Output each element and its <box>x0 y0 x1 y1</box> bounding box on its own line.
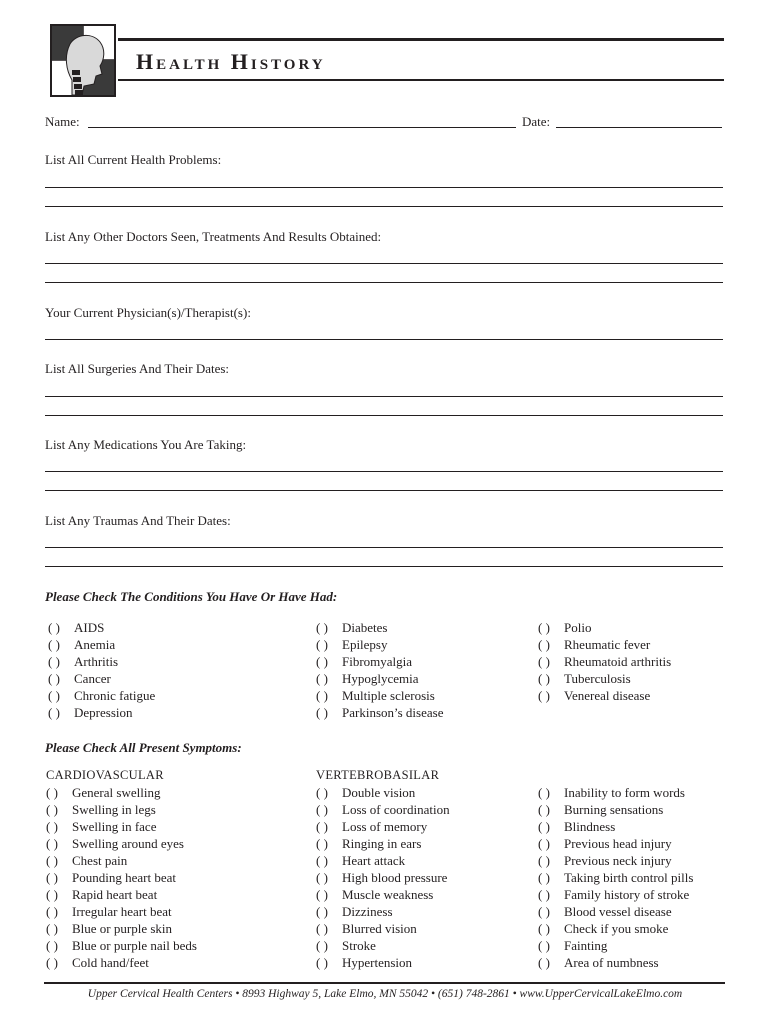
checkbox-item[interactable] <box>538 670 671 687</box>
checkbox-item[interactable] <box>46 903 197 920</box>
checkbox[interactable]: ( ) <box>46 887 58 902</box>
checkbox-item[interactable] <box>538 937 693 954</box>
name-label: Name: <box>45 114 80 129</box>
checkbox-item[interactable] <box>538 636 671 653</box>
checkbox-item[interactable] <box>538 852 693 869</box>
checkbox[interactable]: ( ) <box>316 654 328 669</box>
checkbox[interactable]: ( ) <box>316 705 328 720</box>
checkbox-item[interactable] <box>46 920 197 937</box>
checkbox-item[interactable] <box>46 886 197 903</box>
checkbox-item[interactable] <box>316 886 450 903</box>
checkbox-label: Hypertension <box>342 955 413 970</box>
checkbox-item[interactable] <box>46 835 197 852</box>
checkbox-label: Diabetes <box>342 620 388 635</box>
traumas-label: List Any Traumas And Their Dates: <box>45 513 231 528</box>
symptoms-column-3 <box>538 784 693 971</box>
title-top-rule <box>118 38 724 41</box>
checkbox-item[interactable] <box>316 869 450 886</box>
current-physician-line[interactable] <box>45 339 723 340</box>
other-doctors-line-2[interactable] <box>45 282 723 283</box>
checkbox-label: Blood vessel disease <box>564 904 672 919</box>
checkbox-label: Chronic fatigue <box>74 688 156 703</box>
checkbox-item[interactable] <box>48 653 155 670</box>
checkbox-label: Double vision <box>342 785 416 800</box>
checkbox[interactable]: ( ) <box>48 705 60 720</box>
checkbox-label: Epilepsy <box>342 637 388 652</box>
checkbox[interactable]: ( ) <box>538 688 550 703</box>
checkbox[interactable]: ( ) <box>538 819 550 834</box>
checkbox-label: Hypoglycemia <box>342 671 419 686</box>
checkbox-label: Cancer <box>74 671 111 686</box>
current-physician-label: Your Current Physician(s)/Therapist(s): <box>45 305 251 320</box>
checkbox-label: Multiple sclerosis <box>342 688 435 703</box>
checkbox-item[interactable] <box>538 835 693 852</box>
checkbox-item[interactable] <box>46 784 197 801</box>
checkbox-label: Previous neck injury <box>564 853 672 868</box>
checkbox-item[interactable] <box>48 687 155 704</box>
checkbox-label: Swelling around eyes <box>72 836 184 851</box>
cardiovascular-title: CARDIOVASCULAR <box>46 768 164 782</box>
checkbox[interactable]: ( ) <box>316 955 328 970</box>
cardiovascular-list <box>46 784 197 971</box>
checkbox-label: Blurred vision <box>342 921 417 936</box>
checkbox-item[interactable] <box>46 954 197 971</box>
checkbox-item[interactable] <box>46 818 197 835</box>
checkbox-item[interactable] <box>316 687 443 704</box>
checkbox-label: Stroke <box>342 938 376 953</box>
checkbox[interactable]: ( ) <box>538 654 550 669</box>
current-problems-label: List All Current Health Problems: <box>45 152 222 167</box>
checkbox-item[interactable] <box>538 954 693 971</box>
checkbox-item[interactable] <box>316 852 450 869</box>
checkbox[interactable]: ( ) <box>46 853 58 868</box>
checkbox-label: Heart attack <box>342 853 406 868</box>
checkbox[interactable]: ( ) <box>46 819 58 834</box>
checkbox-label: Venereal disease <box>564 688 651 703</box>
checkbox-label: Cold hand/feet <box>72 955 149 970</box>
checkbox[interactable]: ( ) <box>538 887 550 902</box>
checkbox-item[interactable] <box>316 818 450 835</box>
checkbox-label: Inability to form words <box>564 785 685 800</box>
checkbox-item[interactable] <box>46 937 197 954</box>
symptoms-column-1 <box>46 767 197 971</box>
checkbox-item[interactable] <box>538 903 693 920</box>
checkbox-label: Fibromyalgia <box>342 654 413 669</box>
surgeries-line-1[interactable] <box>45 396 723 397</box>
checkbox-label: Tuberculosis <box>564 671 631 686</box>
checkbox-item[interactable] <box>538 687 671 704</box>
spine-head-xray-icon <box>50 24 116 97</box>
checkbox-label: Loss of coordination <box>342 802 450 817</box>
checkbox-label: Parkinson’s disease <box>342 705 444 720</box>
checkbox[interactable]: ( ) <box>538 620 550 635</box>
checkbox-label: Swelling in legs <box>72 802 156 817</box>
checkbox[interactable]: ( ) <box>46 870 58 885</box>
conditions-column-2 <box>316 619 443 721</box>
page-title: Health History <box>136 49 326 74</box>
checkbox[interactable]: ( ) <box>316 870 328 885</box>
conditions-heading: Please Check The Conditions You Have Or Have Had: <box>45 589 338 604</box>
checkbox[interactable]: ( ) <box>538 853 550 868</box>
checkbox[interactable]: ( ) <box>48 688 60 703</box>
medications-line-2[interactable] <box>45 490 723 491</box>
checkbox-label: Muscle weakness <box>342 887 434 902</box>
conditions-column-1 <box>48 619 155 721</box>
checkbox-item[interactable] <box>316 937 450 954</box>
surgeries-line-2[interactable] <box>45 415 723 416</box>
checkbox-item[interactable] <box>316 636 443 653</box>
checkbox-label: Blue or purple skin <box>72 921 173 936</box>
other-doctors-label: List Any Other Doctors Seen, Treatments And Results Obtained: <box>45 229 382 244</box>
checkbox[interactable]: ( ) <box>316 853 328 868</box>
checkbox-item[interactable] <box>538 784 693 801</box>
checkbox-item[interactable] <box>538 886 693 903</box>
checkbox-label: Ringing in ears <box>342 836 422 851</box>
checkbox-item[interactable] <box>48 670 155 687</box>
checkbox-label: Depression <box>74 705 133 720</box>
checkbox-label: Previous head injury <box>564 836 672 851</box>
name-field[interactable] <box>88 127 516 128</box>
medications-label: List Any Medications You Are Taking: <box>45 437 247 452</box>
checkbox-label: Burning sensations <box>564 802 664 817</box>
checkbox-label: Area of numbness <box>564 955 659 970</box>
checkbox-item[interactable] <box>48 619 155 636</box>
checkbox-item[interactable] <box>316 619 443 636</box>
checkbox-label: General swelling <box>72 785 161 800</box>
checkbox[interactable]: ( ) <box>316 836 328 851</box>
checkbox[interactable]: ( ) <box>538 802 550 817</box>
checkbox[interactable]: ( ) <box>538 938 550 953</box>
checkbox[interactable]: ( ) <box>316 819 328 834</box>
checkbox-item[interactable] <box>538 869 693 886</box>
traumas-line-1[interactable] <box>45 547 723 548</box>
checkbox-label: Family history of stroke <box>564 887 690 902</box>
checkbox-label: High blood pressure <box>342 870 448 885</box>
symptoms-heading: Please Check All Present Symptoms: <box>45 740 242 755</box>
checkbox-label: Dizziness <box>342 904 393 919</box>
checkbox[interactable]: ( ) <box>538 904 550 919</box>
vertebrobasilar-list <box>316 784 450 971</box>
checkbox[interactable]: ( ) <box>316 904 328 919</box>
current-problems-line-2[interactable] <box>45 206 723 207</box>
checkbox[interactable]: ( ) <box>316 671 328 686</box>
checkbox-item[interactable] <box>538 653 671 670</box>
checkbox[interactable]: ( ) <box>316 785 328 800</box>
checkbox-item[interactable] <box>538 801 693 818</box>
checkbox-label: Chest pain <box>72 853 128 868</box>
checkbox-label: Pounding heart beat <box>72 870 176 885</box>
surgeries-label: List All Surgeries And Their Dates: <box>45 361 230 376</box>
checkbox[interactable]: ( ) <box>316 938 328 953</box>
checkbox-item[interactable] <box>316 784 450 801</box>
checkbox[interactable]: ( ) <box>316 620 328 635</box>
date-field[interactable] <box>556 127 722 128</box>
current-problems-line-1[interactable] <box>45 187 723 188</box>
checkbox-item[interactable] <box>538 619 671 636</box>
checkbox-item[interactable] <box>46 869 197 886</box>
checkbox[interactable]: ( ) <box>46 904 58 919</box>
checkbox[interactable]: ( ) <box>538 836 550 851</box>
conditions-column-3 <box>538 619 671 704</box>
checkbox[interactable]: ( ) <box>538 637 550 652</box>
checkbox[interactable]: ( ) <box>538 921 550 936</box>
checkbox-label: Rapid heart beat <box>72 887 158 902</box>
checkbox[interactable]: ( ) <box>538 870 550 885</box>
checkbox-label: Rheumatoid arthritis <box>564 654 672 669</box>
title-bottom-rule <box>118 79 724 81</box>
checkbox-label: Blindness <box>564 819 616 834</box>
checkbox-label: AIDS <box>74 620 105 635</box>
checkbox[interactable]: ( ) <box>316 688 328 703</box>
checkbox-item[interactable] <box>316 903 450 920</box>
checkbox[interactable]: ( ) <box>538 955 550 970</box>
checkbox[interactable]: ( ) <box>46 802 58 817</box>
checkbox[interactable]: ( ) <box>48 671 60 686</box>
checkbox[interactable]: ( ) <box>316 637 328 652</box>
traumas-line-2[interactable] <box>45 566 723 567</box>
checkbox-label: Irregular heart beat <box>72 904 172 919</box>
checkbox[interactable]: ( ) <box>46 836 58 851</box>
vertebrobasilar-title: VERTEBROBASILAR <box>316 768 440 782</box>
checkbox[interactable]: ( ) <box>46 921 58 936</box>
checkbox[interactable]: ( ) <box>538 785 550 800</box>
checkbox-item[interactable] <box>538 818 693 835</box>
checkbox-item[interactable] <box>538 920 693 937</box>
checkbox[interactable]: ( ) <box>46 955 58 970</box>
checkbox-label: Anemia <box>74 637 116 652</box>
checkbox-item[interactable] <box>316 835 450 852</box>
checkbox[interactable]: ( ) <box>538 671 550 686</box>
checkbox-item[interactable] <box>316 954 450 971</box>
symptoms-column-2 <box>316 767 450 971</box>
checkbox[interactable]: ( ) <box>46 785 58 800</box>
checkbox[interactable]: ( ) <box>316 802 328 817</box>
medications-line-1[interactable] <box>45 471 723 472</box>
footer-rule <box>44 982 725 984</box>
checkbox-item[interactable] <box>46 801 197 818</box>
checkbox-item[interactable] <box>48 704 155 721</box>
checkbox-label: Swelling in face <box>72 819 157 834</box>
checkbox-label: Fainting <box>564 938 608 953</box>
checkbox-label: Arthritis <box>74 654 119 669</box>
checkbox-label: Taking birth control pills <box>564 870 694 885</box>
footer-contact: Upper Cervical Health Centers • 8993 Highway 5, Lake Elmo, MN 55042 • (651) 748-2861 • www.UpperCervicalLakeElmo.com <box>87 988 683 1000</box>
checkbox[interactable]: ( ) <box>48 637 60 652</box>
checkbox-label: Polio <box>564 620 592 635</box>
date-label: Date: <box>522 114 551 129</box>
checkbox[interactable]: ( ) <box>46 938 58 953</box>
checkbox[interactable]: ( ) <box>316 921 328 936</box>
checkbox[interactable]: ( ) <box>316 887 328 902</box>
checkbox-item[interactable] <box>316 653 443 670</box>
other-doctors-line-1[interactable] <box>45 263 723 264</box>
checkbox-label: Loss of memory <box>342 819 428 834</box>
checkbox-item[interactable] <box>316 704 443 721</box>
checkbox-item[interactable] <box>316 801 450 818</box>
checkbox-label: Blue or purple nail beds <box>72 938 197 953</box>
checkbox-label: Check if you smoke <box>564 921 669 936</box>
checkbox-item[interactable] <box>46 852 197 869</box>
checkbox-label: Rheumatic fever <box>564 637 651 652</box>
checkbox-item[interactable] <box>316 670 443 687</box>
checkbox[interactable]: ( ) <box>48 620 60 635</box>
checkbox-item[interactable] <box>316 920 450 937</box>
checkbox-item[interactable] <box>48 636 155 653</box>
checkbox[interactable]: ( ) <box>48 654 60 669</box>
